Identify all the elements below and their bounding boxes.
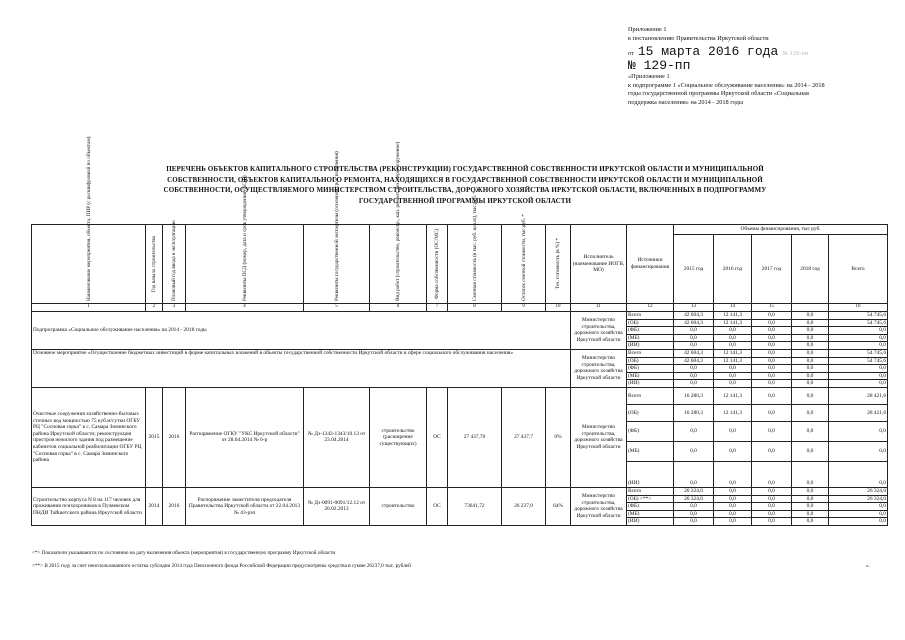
fin-source: (МБ) xyxy=(627,510,674,518)
object1-psd: Распоряжение ОГКУ "УКС Иркутской области" от 28.04.2014 № 6-р xyxy=(186,387,304,487)
fin-value: 54 745,6 xyxy=(829,312,888,320)
header-volumes: Объемы финансирования, тыс руб. xyxy=(674,225,888,235)
fin-value: 26 324,0 xyxy=(674,495,714,503)
fin-value: 0,0 xyxy=(752,510,792,518)
fin-value: 0,0 xyxy=(674,421,714,441)
fin-value: 0,0 xyxy=(829,327,888,335)
fin-value: 0,0 xyxy=(674,380,714,388)
fin-source: (МБ) xyxy=(627,372,674,380)
fin-value: 0,0 xyxy=(752,441,792,461)
fin-source: (ОБ) <**> xyxy=(627,495,674,503)
main-event-executor: Министерство строительства, дорожного хозяйства Иркутской области xyxy=(571,349,627,387)
header-2016: 2016 год xyxy=(714,235,752,304)
fin-source: Всего xyxy=(627,487,674,495)
fin-value: 0,0 xyxy=(674,365,714,373)
closing-quote: ». xyxy=(866,563,870,569)
fin-source: Всего xyxy=(627,387,674,404)
fin-value: 12 141,3 xyxy=(714,349,752,357)
column-number: 5 xyxy=(304,304,370,312)
appendix-stamp-faint: № 129-пп xyxy=(782,50,809,58)
fin-source: (ИИ) xyxy=(627,380,674,388)
fin-value: 0,0 xyxy=(752,461,792,487)
fin-value: 0,0 xyxy=(752,372,792,380)
header-ownership: Форма собственности (ОС/МС) xyxy=(434,228,440,300)
fin-value: 42 604,3 xyxy=(674,312,714,320)
fin-value: 26 324,0 xyxy=(674,487,714,495)
subprogram-row xyxy=(32,312,888,320)
object2-name: Строительство корпуса N 8 на 117 человек для проживания психохроников в Пуляевском ПНДИ Тайшетского района Иркутской области xyxy=(32,487,146,525)
object1-estimate: 27 437,70 xyxy=(448,387,502,487)
subprogram-name: Подпрограмма «Социальное обслуживание населения» на 2014 - 2018 годы xyxy=(32,312,571,350)
column-number: 12 xyxy=(627,304,674,312)
fin-source: Всего xyxy=(627,312,674,320)
object2-expertise: № Дз-0091-0091/12.12 от 20.02.2013 xyxy=(304,487,370,525)
footnote-1: <*> Показатели указываются по состоянию на дату включения объекта (мероприятия) в государственную программу Иркутской области xyxy=(32,550,336,556)
fin-value: 0,0 xyxy=(792,334,829,342)
fin-source: (ИИ) xyxy=(627,342,674,350)
subprogram-executor: Министерство строительства, дорожного хозяйства Иркутской области xyxy=(571,312,627,350)
fin-value: 0,0 xyxy=(752,327,792,335)
column-number: 10 xyxy=(546,304,571,312)
fin-value: 0,0 xyxy=(829,518,888,526)
fin-value: 12 141,3 xyxy=(714,319,752,327)
fin-value: 0,0 xyxy=(752,342,792,350)
object2-psd: Распоряжение заместителя председателя Правительства Иркутской области от 22.04.2013 № 43-рзп xyxy=(186,487,304,525)
appendix-from: от xyxy=(628,50,634,58)
fin-value: 54 745,6 xyxy=(829,319,888,327)
object2-ready: 64% xyxy=(546,487,571,525)
object1-row xyxy=(32,387,888,404)
fin-value: 0,0 xyxy=(752,503,792,511)
appendix-line6: поддержка населения» на 2014 - 2018 годы xyxy=(628,98,744,106)
header-readiness: Тех. готовность (в %) * xyxy=(555,238,561,290)
fin-value: 0,0 xyxy=(829,503,888,511)
object2-executor: Министерство строительства, дорожного хозяйства Иркутской области xyxy=(571,487,627,525)
fin-value: 0,0 xyxy=(674,518,714,526)
footnote-2: <**> В 2015 году за счет неиспользованного остатка субсидии 2014 года Пенсионного фонда Российской Федерации предусмотрены средства в сумме 26237,0 тыс. рублей xyxy=(32,563,411,569)
column-number: 1 xyxy=(32,304,146,312)
fin-value: 0,0 xyxy=(792,380,829,388)
fin-value: 0,0 xyxy=(714,342,752,350)
object2-start: 2014 xyxy=(146,487,163,525)
column-number: 11 xyxy=(571,304,627,312)
fin-source: (ФБ) xyxy=(627,421,674,441)
fin-value: 0,0 xyxy=(752,319,792,327)
fin-value: 28 421,6 xyxy=(829,387,888,404)
fin-source: (ФБ) xyxy=(627,327,674,335)
fin-value: 12 141,3 xyxy=(714,357,752,365)
fin-source: (ИИ) xyxy=(627,461,674,487)
fin-source: (ФБ) xyxy=(627,365,674,373)
object2-remaining: 26 237,0 xyxy=(502,487,546,525)
fin-value: 0,0 xyxy=(714,334,752,342)
fin-value: 0,0 xyxy=(714,518,752,526)
fin-value: 0,0 xyxy=(752,518,792,526)
fin-value: 0,0 xyxy=(829,334,888,342)
header-total: Всего xyxy=(829,235,888,304)
fin-value: 0,0 xyxy=(792,421,829,441)
fin-source: (МБ) xyxy=(627,441,674,461)
fin-value: 42 604,3 xyxy=(674,319,714,327)
header-work-type: Вид работ (строительство, реконстр., кап. ремонт, тех. перевооружение) xyxy=(395,141,401,301)
fin-value: 0,0 xyxy=(752,487,792,495)
header-sources: Источники финансирования xyxy=(627,225,674,304)
fin-value: 0,0 xyxy=(792,349,829,357)
fin-value: 0,0 xyxy=(714,380,752,388)
fin-value: 0,0 xyxy=(714,495,752,503)
object2-own: ОС xyxy=(427,487,448,525)
fin-value: 0,0 xyxy=(714,487,752,495)
fin-value: 0,0 xyxy=(792,495,829,503)
fin-value: 0,0 xyxy=(752,404,792,421)
header-remaining: Остаток сметной стоимости, тыс.руб. * xyxy=(520,214,527,301)
object2-estimate: 73641,72 xyxy=(448,487,502,525)
main-event-row xyxy=(32,349,888,357)
fin-value: 0,0 xyxy=(792,387,829,404)
fin-value: 0,0 xyxy=(792,357,829,365)
appendix-line2: к постановлению Правительства Иркутской области xyxy=(628,34,769,42)
fin-value: 12 141,3 xyxy=(714,312,752,320)
column-number: 2 xyxy=(146,304,163,312)
object2-row xyxy=(32,487,888,495)
fin-source: (ОБ) xyxy=(627,319,674,327)
fin-source: (ОБ) xyxy=(627,404,674,421)
fin-value: 0,0 xyxy=(752,349,792,357)
fin-value: 12 141,3 xyxy=(714,404,752,421)
column-number: 13 xyxy=(674,304,714,312)
fin-value: 0,0 xyxy=(752,380,792,388)
fin-source: Всего xyxy=(627,349,674,357)
column-number xyxy=(792,304,829,312)
fin-value: 0,0 xyxy=(714,365,752,373)
fin-value: 0,0 xyxy=(714,461,752,487)
fin-value: 0,0 xyxy=(674,372,714,380)
appendix-line4: к подпрограмме 1 «Социальное обслуживание населения» на 2014 - 2018 xyxy=(628,81,825,89)
fin-value: 0,0 xyxy=(674,503,714,511)
appendix-number: № 129-пп xyxy=(628,58,691,74)
fin-source: (МБ) xyxy=(627,334,674,342)
header-2015: 2015 год xyxy=(674,235,714,304)
fin-value: 0,0 xyxy=(792,319,829,327)
appendix-block xyxy=(628,26,888,108)
column-number: 9 xyxy=(502,304,546,312)
fin-value: 0,0 xyxy=(792,510,829,518)
fin-value: 54 745,6 xyxy=(829,357,888,365)
fin-value: 0,0 xyxy=(792,503,829,511)
header-estimate: Сметная стоимость (в тыс. руб. ценах), тыс.руб. * xyxy=(471,191,478,301)
appendix-line5: годы государственной программы Иркутской области «Социальная xyxy=(628,90,809,98)
fin-value: 0,0 xyxy=(752,387,792,404)
appendix-date-row xyxy=(628,45,888,59)
appendix-date: 15 марта 2016 года xyxy=(637,44,779,60)
fin-value: 0,0 xyxy=(714,327,752,335)
fin-value: 0,0 xyxy=(829,342,888,350)
object1-plan: 2016 xyxy=(163,387,186,487)
object1-expertise: № Дз-1343-1343/10.13 от 23.04.2014 xyxy=(304,387,370,487)
column-number: 7 xyxy=(427,304,448,312)
object1-own: ОС xyxy=(427,387,448,487)
fin-value: 0,0 xyxy=(674,510,714,518)
fin-value: 54 745,6 xyxy=(829,349,888,357)
header-plan-year: Плановый год ввода в эксплуатацию xyxy=(171,220,177,301)
fin-value: 0,0 xyxy=(714,421,752,441)
fin-value: 0,0 xyxy=(829,372,888,380)
fin-value: 0,0 xyxy=(752,495,792,503)
column-number: 6 xyxy=(370,304,427,312)
fin-value: 0,0 xyxy=(792,365,829,373)
fin-value: 0,0 xyxy=(792,404,829,421)
fin-value: 0,0 xyxy=(752,365,792,373)
fin-value: 0,0 xyxy=(792,461,829,487)
column-number: 16 xyxy=(829,304,888,312)
fin-value: 0,0 xyxy=(792,312,829,320)
fin-source: (ИИ) xyxy=(627,518,674,526)
object1-work: строительство (расширение существующих) xyxy=(370,387,427,487)
fin-value: 0,0 xyxy=(829,461,888,487)
object1-ready: 0% xyxy=(546,387,571,487)
fin-value: 0,0 xyxy=(829,510,888,518)
object1-name: Очистные сооружения хозяйственно-бытовых сточных вод мощностью 75 куб.м/сутки ОГБУ РЦ "Сосновая горка" в с. Самара Зиминского района Иркутской области; реконструкция пристроя нежилого здания под размещение кабинетов социальной реабилитации ОГБУ РЦ "Сосновая горка" в с. Самара Зиминского района xyxy=(32,387,146,487)
header-2017: 2017 год xyxy=(752,235,792,304)
object2-plan: 2016 xyxy=(163,487,186,525)
header-expertise: Реквизиты государственной экспертизы (основной срок получения) xyxy=(333,151,340,301)
header-start-year: Год начала строительства xyxy=(151,235,157,293)
header-executor: Исполнитель (наименование ИОГВ, МО) xyxy=(571,225,627,304)
fin-value: 0,0 xyxy=(674,342,714,350)
fin-value: 0,0 xyxy=(829,421,888,441)
appendix-line3: «Приложение 1 xyxy=(628,73,670,81)
fin-value: 0,0 xyxy=(674,461,714,487)
fin-value: 16 280,3 xyxy=(674,387,714,404)
fin-value: 12 141,3 xyxy=(714,387,752,404)
appendix-line1: Приложение 1 xyxy=(628,26,667,33)
document-title: ПЕРЕЧЕНЬ ОБЪЕКТОВ КАПИТАЛЬНОГО СТРОИТЕЛЬСТВА (РЕКОНСТРУКЦИИ) ГОСУДАРСТВЕННОЙ СОБСТВЕННОСТИ ИРКУТСКОЙ ОБЛАСТИ И МУНИЦИПАЛЬНОЙ СОБСТВЕННОСТИ, ОБЪЕКТОВ КАПИТАЛЬНОГО РЕМОНТА, НАХОДЯЩИХСЯ В ГОСУДАРСТВЕННОЙ СОБСТВЕННОСТИ ИРКУТСКОЙ ОБЛАСТИ И МУНИЦИПАЛЬНОЙ СОБСТВЕННОСТИ, ОСУЩЕСТВЛЯЕМОГО МИНИСТЕРСТВОМ СТРОИТЕЛЬСТВА, ДОРОЖНОГО ХОЗЯЙСТВА ИРКУТСКОЙ ОБЛАСТИ, ВКЛЮЧЕННЫХ В ПОДПРОГРАММУ ГОСУДАРСТВЕННОЙ ПРОГРАММЫ ИРКУТСКОЙ ОБЛАСТИ xyxy=(163,165,767,205)
fin-value: 0,0 xyxy=(792,342,829,350)
fin-value: 0,0 xyxy=(792,487,829,495)
header-row-1 xyxy=(32,225,888,235)
fin-value: 0,0 xyxy=(792,441,829,461)
main-event-name: Основное мероприятие «Осуществление бюджетных инвестиций в форме капитальных вложений в объекты государственной собственности Иркутской области в сфере социального обслуживания населения» xyxy=(32,349,571,387)
header-name: Наименование мероприятия, объекта, ПИР (с расшифровкой по объектам) xyxy=(85,136,92,301)
fin-value: 0,0 xyxy=(752,312,792,320)
object1-remaining: 27 437,7 xyxy=(502,387,546,487)
fin-value: 0,0 xyxy=(792,518,829,526)
column-number: 14 xyxy=(714,304,752,312)
fin-value: 0,0 xyxy=(752,357,792,365)
header-2018: 2018 год xyxy=(792,235,829,304)
column-number: 15 xyxy=(752,304,792,312)
fin-value: 0,0 xyxy=(714,510,752,518)
object2-work: строительство xyxy=(370,487,427,525)
fin-value: 0,0 xyxy=(714,441,752,461)
fin-value: 26 324,0 xyxy=(829,495,888,503)
header-psd: Реквизиты ПСД (номер, дата и срок утверждения (КСД)) xyxy=(241,175,248,301)
fin-source: (ОБ) xyxy=(627,357,674,365)
fin-value: 0,0 xyxy=(752,334,792,342)
fin-value: 0,0 xyxy=(829,441,888,461)
fin-value: 0,0 xyxy=(674,327,714,335)
column-number: 4 xyxy=(186,304,304,312)
fin-source: (ФБ) xyxy=(627,503,674,511)
fin-value: 0,0 xyxy=(829,380,888,388)
fin-value: 0,0 xyxy=(792,372,829,380)
column-numbers-row xyxy=(32,304,888,312)
fin-value: 42 604,3 xyxy=(674,349,714,357)
fin-value: 0,0 xyxy=(792,327,829,335)
object1-start: 2015 xyxy=(146,387,163,487)
column-number: 3 xyxy=(163,304,186,312)
column-number: 8 xyxy=(448,304,502,312)
fin-value: 0,0 xyxy=(714,372,752,380)
fin-value: 0,0 xyxy=(752,421,792,441)
fin-value: 0,0 xyxy=(714,503,752,511)
fin-value: 0,0 xyxy=(674,441,714,461)
fin-value: 0,0 xyxy=(829,365,888,373)
fin-value: 28 421,6 xyxy=(829,404,888,421)
fin-value: 26 324,0 xyxy=(829,487,888,495)
fin-value: 16 280,3 xyxy=(674,404,714,421)
fin-value: 0,0 xyxy=(674,334,714,342)
object1-executor: Министерство строительства, дорожного хозяйства Иркутской области xyxy=(571,387,627,487)
fin-value: 42 604,3 xyxy=(674,357,714,365)
